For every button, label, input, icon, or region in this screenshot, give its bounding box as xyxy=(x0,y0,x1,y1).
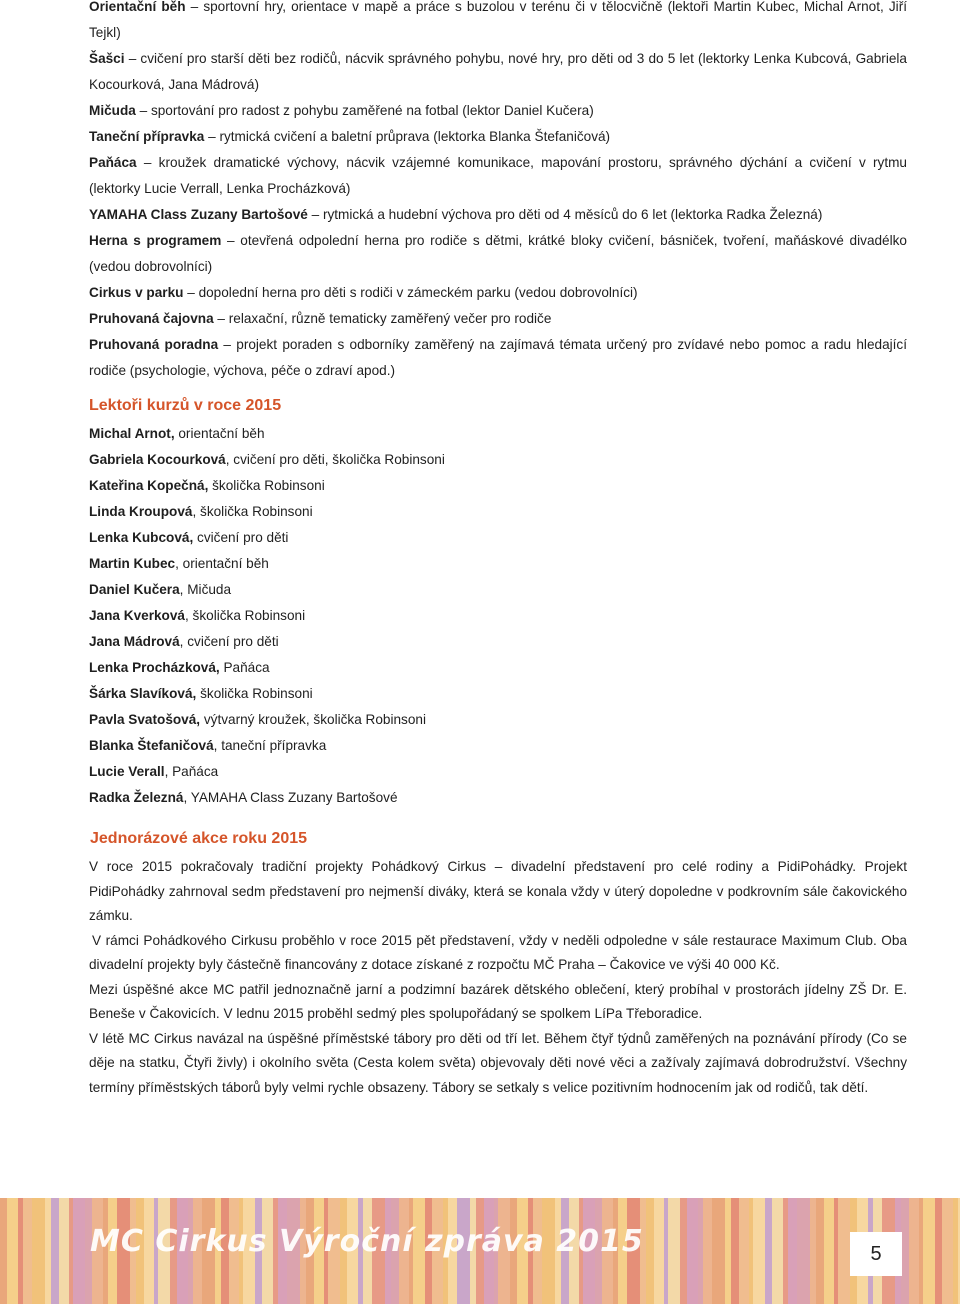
footer-stripe xyxy=(7,1198,18,1304)
lector-name: Jana Mádrová xyxy=(89,634,180,649)
activities-list xyxy=(89,0,907,384)
lector-item xyxy=(89,421,689,447)
footer-stripe xyxy=(816,1198,824,1304)
activity-name: Orientační běh xyxy=(89,0,186,14)
activity-desc: – rytmická cvičení a baletní průprava (lektorka Blanka Štefaničová) xyxy=(204,129,611,144)
activity-desc: – cvičení pro starší děti bez rodičů, nácvik správného pohybu, nové hry, pro děti od 3 do 5 let (lektorky Lenka Kubcová, Gabriela Kocourková, Jana Mádrová) xyxy=(89,51,907,92)
footer-stripe xyxy=(788,1198,797,1304)
lector-name: Radka Železná xyxy=(89,790,184,805)
footer-stripe xyxy=(0,1198,7,1304)
activity-desc: – sportování pro radost z pohybu zaměřené na fotbal (lektor Daniel Kučera) xyxy=(135,103,594,118)
activity-name: Mičuda xyxy=(89,103,136,118)
lector-role: , školička Robinsoni xyxy=(184,608,306,623)
lector-name: Šárka Slavíková, xyxy=(89,686,197,701)
lector-name: Michal Arnot, xyxy=(89,426,175,441)
activity-item xyxy=(89,228,907,280)
lector-name: Linda Kroupová xyxy=(89,504,193,519)
lector-item xyxy=(89,577,689,603)
activity-desc: – sportovní hry, orientace v mapě a práce s buzolou v terénu či v tělocvičně (lektoři Martin Kubec, Michal Arnot, Jiří Tejkl) xyxy=(89,0,908,40)
lector-name: Jana Kverková xyxy=(89,608,185,623)
activity-desc: – kroužek dramatické výchovy, nácvik vzájemné komunikace, mapování prostoru, správného dýchání a cvičení v rytmu (lektorky Lucie Verrall, Lenka Procházková) xyxy=(89,155,907,196)
lector-role: , cvičení pro děti xyxy=(179,634,279,649)
footer-stripe xyxy=(73,1198,85,1304)
lector-item xyxy=(89,655,689,681)
page-number: 5 xyxy=(850,1232,902,1276)
footer-stripe xyxy=(654,1198,664,1304)
activity-name: Paňáca xyxy=(89,155,137,170)
lector-role: , taneční přípravka xyxy=(213,738,327,753)
lectors-heading: Lektoři kurzů v roce 2015 xyxy=(89,397,282,414)
lector-role: , Paňáca xyxy=(164,764,219,779)
lector-role: , orientační běh xyxy=(175,556,269,571)
footer-stripe xyxy=(765,1198,772,1304)
events-paragraph: V rámci Pohádkového Cirkusu proběhlo v roce 2015 pět představení, vždy v neděli odpoledne v sále restaurace Maximum Club. Oba divadelní projekty byly částečně financovány z dotace získané z rozpočtu MČ Praha – Čakovice ve výši 40 000 Kč. xyxy=(89,932,907,972)
footer-stripe xyxy=(772,1198,783,1304)
footer-stripe xyxy=(935,1198,942,1304)
activity-name: Pruhovaná poradna xyxy=(89,337,219,352)
lector-role: Paňáca xyxy=(219,660,270,675)
footer-stripe xyxy=(687,1198,698,1304)
lector-item xyxy=(89,785,689,811)
footer-stripe xyxy=(753,1198,765,1304)
activity-name: Šašci xyxy=(89,51,125,66)
lector-role: školička Robinsoni xyxy=(208,478,325,493)
lector-name: Daniel Kučera xyxy=(89,582,180,597)
footer-stripe xyxy=(646,1198,654,1304)
activity-item xyxy=(89,280,907,306)
activity-name: Herna s programem xyxy=(89,233,222,248)
activity-item xyxy=(89,124,907,150)
lector-role: , YAMAHA Class Zuzany Bartošové xyxy=(183,790,398,805)
lector-name: Gabriela Kocourková xyxy=(89,452,226,467)
activity-name: YAMAHA Class Zuzany Bartošové xyxy=(89,207,308,222)
footer-stripe xyxy=(942,1198,953,1304)
events-paragraph: V létě MC Cirkus navázal na úspěšné příměstské tábory pro děti od tří let. Během čtyř týdnů zaměřených na poznávání přírody (Co se děje na statku, Čtyři živly) i okolního světa (Cesta kolem světa) objevovaly děti nové věci a zažívaly zajímavá dobrodružství. Všechny termíny příměstských táborů byly velmi rychle obsazeny. Tábory se setkaly s velice pozitivním hodnocením jak od rodičů, tak dětí. xyxy=(89,1030,907,1095)
footer-title: MC Cirkus Výroční zpráva 2015 xyxy=(90,1224,644,1259)
activity-desc: – otevřená odpolední herna pro rodiče s dětmi, krátké bloky cvičení, básniček, tvoření, maňáskové divadélko (vedou dobrovolníci) xyxy=(89,233,907,274)
lector-item xyxy=(89,551,689,577)
lector-item xyxy=(89,759,689,785)
activity-desc: – rytmická a hudební výchova pro děti od 4 měsíců do 6 let (lektorka Radka Železná) xyxy=(307,207,823,222)
footer-stripe xyxy=(901,1198,909,1304)
lector-item xyxy=(89,473,689,499)
activity-item xyxy=(89,98,907,124)
activity-item xyxy=(89,150,907,202)
activity-item xyxy=(89,46,907,98)
events-text xyxy=(89,855,907,1100)
lector-name: Pavla Svatošová, xyxy=(89,712,201,727)
lector-name: Lucie Verall xyxy=(89,764,165,779)
lector-role: školička Robinsoni xyxy=(196,686,313,701)
activity-desc: – relaxační, různě tematicky zaměřený večer pro rodiče xyxy=(213,311,552,326)
activity-item xyxy=(89,0,907,46)
lector-item xyxy=(89,629,689,655)
lector-item xyxy=(89,525,689,551)
lector-role: orientační běh xyxy=(174,426,265,441)
activity-desc: – dopolední herna pro děti s rodiči v zámeckém parku (vedou dobrovolníci) xyxy=(183,285,638,300)
lector-role: , cvičení pro děti, školička Robinsoni xyxy=(225,452,445,467)
activity-item xyxy=(89,306,907,332)
activity-name: Taneční přípravka xyxy=(89,129,205,144)
footer-stripe xyxy=(739,1198,749,1304)
activity-desc: – projekt poraden s odborníky zaměřený na zajímavá témata určený pro zvídavé nebo pomoc a radu hledající rodiče (psychologie, výchova, péče o zdraví apod.) xyxy=(89,337,907,378)
footer-stripe xyxy=(712,1198,725,1304)
footer-stripe xyxy=(909,1198,919,1304)
footer-stripe xyxy=(32,1198,45,1304)
footer-stripe xyxy=(668,1198,680,1304)
footer-stripe xyxy=(923,1198,935,1304)
lector-name: Lenka Kubcová, xyxy=(89,530,194,545)
activity-item xyxy=(89,202,907,228)
activity-name: Pruhovaná čajovna xyxy=(89,311,214,326)
lector-item xyxy=(89,499,689,525)
events-paragraph: V roce 2015 pokračovaly tradiční projekty Pohádkový Cirkus – divadelní představení pro celé rodiny a PidiPohádky. Projekt PidiPohádky zahrnoval sedm představení pro nejmenší diváky, která se konala vždy v úterý dopoledne v podkrovním sále čakovického zámku. xyxy=(89,859,907,923)
lector-role: výtvarný kroužek, školička Robinsoni xyxy=(200,712,426,727)
activity-name: Cirkus v parku xyxy=(89,285,184,300)
footer-stripe xyxy=(23,1198,32,1304)
footer-stripe xyxy=(797,1198,810,1304)
events-paragraph: Mezi úspěšné akce MC patřil jednoznačně jarní a podzimní bazárek dětského oblečení, který probíhal v prostorách jídelny ZŠ Dr. E. Beneše v Čakovicích. V lednu 2015 proběhl sedmý ples spolupořádaný se spolkem LíPa Třeboradice. xyxy=(89,981,907,1021)
footer-stripe xyxy=(731,1198,739,1304)
lector-name: Blanka Štefaničová xyxy=(89,738,214,753)
lector-role: cvičení pro děti xyxy=(193,530,289,545)
footer-banner xyxy=(0,1198,960,1304)
footer-stripe xyxy=(680,1198,687,1304)
lector-item xyxy=(89,447,689,473)
footer-stripe xyxy=(51,1198,59,1304)
footer-stripe xyxy=(838,1198,850,1304)
lector-item xyxy=(89,733,689,759)
events-heading: Jednorázové akce roku 2015 xyxy=(90,830,308,847)
lector-role: , Mičuda xyxy=(179,582,232,597)
footer-stripe xyxy=(703,1198,712,1304)
lector-name: Kateřina Kopečná, xyxy=(89,478,209,493)
footer-stripe xyxy=(824,1198,834,1304)
lector-item xyxy=(89,603,689,629)
lector-name: Lenka Procházková, xyxy=(89,660,220,675)
activity-item xyxy=(89,332,907,384)
lector-role: , školička Robinsoni xyxy=(192,504,313,519)
lector-item xyxy=(89,707,689,733)
lector-item xyxy=(89,681,689,707)
footer-stripe xyxy=(59,1198,69,1304)
lector-name: Martin Kubec xyxy=(89,556,176,571)
lectors-list xyxy=(89,421,689,811)
